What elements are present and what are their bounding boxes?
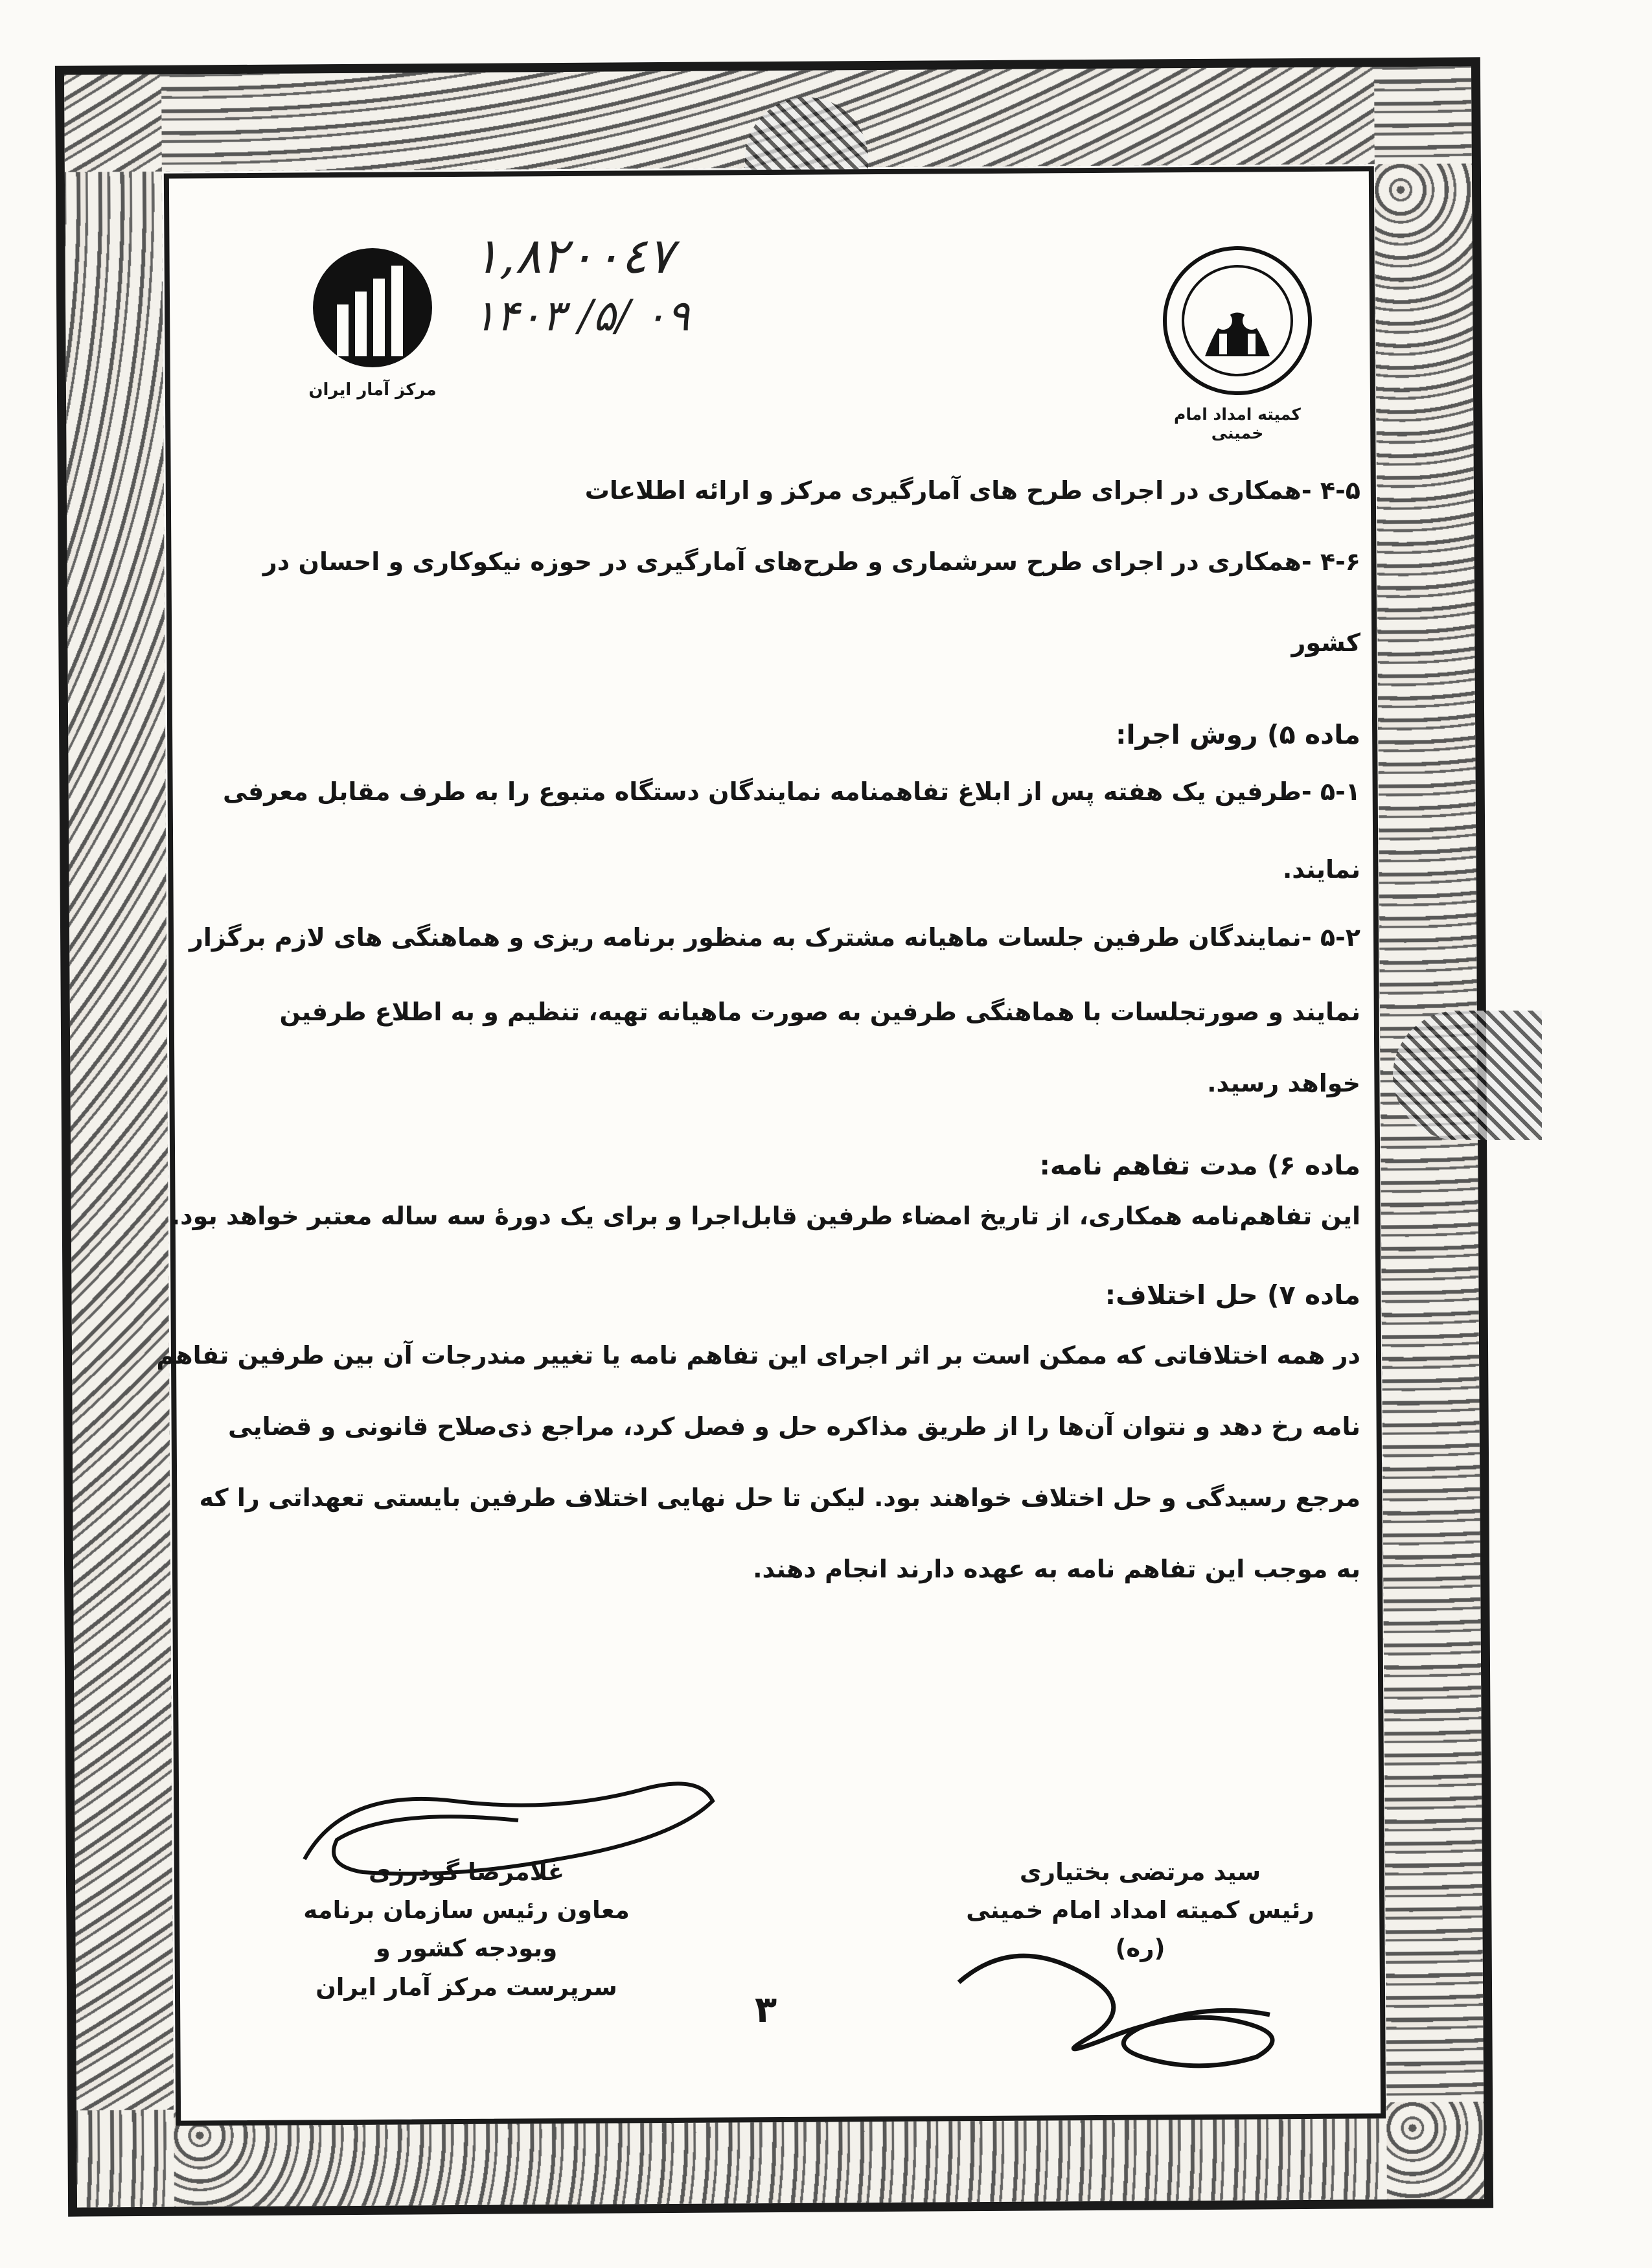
article-7-heading: ماده ۷) حل اختلاف: <box>1105 1279 1360 1311</box>
relief-committee-logo <box>1153 243 1322 444</box>
left-signatory-name: غلامرضا گودرزی <box>368 1858 565 1886</box>
item-5-1-line1: ۵-۱ -طرفین یک هفته پس از ابلاغ تفاهمنامه نمایندگان دستگاه متبوع را به طرف مقابل معرفی <box>222 777 1360 806</box>
article-6-body: این تفاهم‌نامه همکاری، از تاریخ امضاء طرفین قابل‌اجرا و برای یک دورهٔ سه ساله معتبر خواهد بود. <box>170 1202 1360 1230</box>
article-6-heading: ماده ۶) مدت تفاهم نامه: <box>1039 1150 1360 1181</box>
item-4-6-line1: ۴-۶ -همکاری در اجرای طرح سرشماری و طرح‌های آمارگیری در حوزه نیکوکاری و احسان در <box>262 547 1360 576</box>
item-5-2-line1: ۵-۲ -نمایندگان طرفین جلسات ماهیانه مشترک به منظور برنامه ریزی و هماهنگی های لازم برگزار <box>189 923 1360 952</box>
item-5-1-line2: نمایند. <box>1282 855 1360 884</box>
right-signatory <box>939 1853 1341 1968</box>
handwritten-letter-date: ۱۴۰۳ /۵/ ۰۹ <box>473 291 690 341</box>
item-4-5: ۴-۵ -همکاری در اجرای طرح های آمارگیری مرکز و ارائه اطلاعات <box>584 476 1360 505</box>
article-5-heading: ماده ۵) روش اجرا: <box>1116 719 1360 750</box>
left-signatory-title1: معاون رئیس سازمان برنامه وبودجه کشور و <box>303 1896 630 1963</box>
right-signatory-name: سید مرتضی بختیاری <box>1019 1858 1261 1886</box>
relief-committee-seal-icon <box>1160 243 1315 398</box>
handwritten-letter-number: ۱,۸۲۰۰٤۷ <box>473 227 674 284</box>
article-7-line2: نامه رخ دهد و نتوان آن‌ها را از طریق مذاکره حل و فصل کرد، مراجع ذی‌صلاح قانونی و قضایی <box>227 1412 1360 1441</box>
statistical-centre-emblem-icon <box>304 243 441 372</box>
item-5-2-line3: خواهد رسید. <box>1207 1069 1360 1097</box>
left-signatory-title2: سرپرست مرکز آمار ایران <box>315 1973 617 2001</box>
right-signatory-title1: رئیس کمیته امداد امام خمینی (ره) <box>966 1896 1314 1963</box>
relief-committee-logo-text: کمیته امداد امام خمینی <box>1174 405 1301 442</box>
article-7-line4: به موجب این تفاهم نامه به عهده دارند انجام دهند. <box>753 1555 1360 1583</box>
statistical-centre-logo <box>304 243 441 405</box>
page-number: ۳ <box>755 1989 777 2031</box>
frame-right-medallion-ornament <box>1393 1011 1542 1140</box>
handwritten-registration <box>473 227 690 341</box>
article-7-line1: در همه اختلافاتی که ممکن است بر اثر اجرای این تفاهم نامه یا تغییر مندرجات آن بین طرفین تفاهم <box>156 1341 1360 1369</box>
article-7-line3: مرجع رسیدگی و حل اختلاف خواهند بود. لیکن تا حل نهایی اختلاف طرفین بایستی تعهداتی را که <box>199 1483 1360 1512</box>
item-4-6-line2: کشور <box>1291 628 1360 657</box>
left-signatory <box>279 1853 654 2006</box>
item-5-2-line2: نمایند و صورتجلسات با هماهنگی طرفین به صورت ماهیانه تهیه، تنظیم و به اطلاع طرفین <box>279 998 1360 1026</box>
statistical-centre-logo-text: مرکز آمار ایران <box>308 380 437 400</box>
